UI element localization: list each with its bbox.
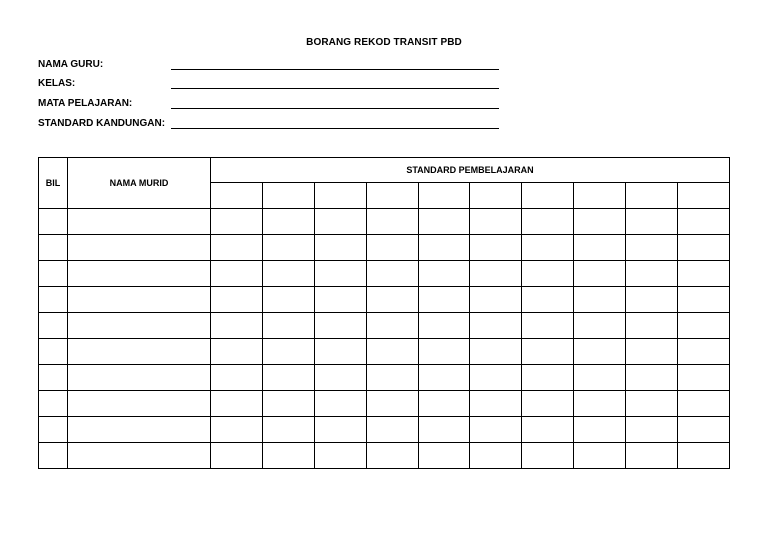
standard-cell[interactable] [314,287,366,313]
standard-cell[interactable] [211,339,263,365]
standard-cell[interactable] [262,365,314,391]
standard-cell[interactable] [678,417,730,443]
standard-cell[interactable] [470,417,522,443]
standard-header-cell[interactable] [314,183,366,209]
nama-murid-cell[interactable] [68,443,211,469]
nama-murid-cell[interactable] [68,365,211,391]
standard-cell[interactable] [366,417,418,443]
standard-cell[interactable] [574,365,626,391]
bil-cell[interactable] [39,209,68,235]
standard-cell[interactable] [418,235,470,261]
standard-cell[interactable] [678,313,730,339]
standard-header-cell[interactable] [678,183,730,209]
field-label: STANDARD KANDUNGAN: [38,118,166,129]
nama-murid-cell[interactable] [68,339,211,365]
standard-cell[interactable] [522,313,574,339]
standard-cell[interactable] [314,313,366,339]
standard-cell[interactable] [470,391,522,417]
field-kelas [38,78,508,92]
field-fill-line[interactable] [171,69,499,70]
standard-header-cell[interactable] [262,183,314,209]
standard-cell[interactable] [418,209,470,235]
standard-cell[interactable] [366,339,418,365]
standard-cell[interactable] [211,261,263,287]
standard-cell[interactable] [314,209,366,235]
field-fill-line[interactable] [171,108,499,109]
standard-cell[interactable] [211,235,263,261]
standard-cell[interactable] [211,209,263,235]
standard-cell[interactable] [626,339,678,365]
field-standard-kandungan [38,118,508,132]
standard-cell[interactable] [366,261,418,287]
standard-cell[interactable] [211,287,263,313]
standard-cell[interactable] [678,287,730,313]
standard-cell[interactable] [574,209,626,235]
standard-cell[interactable] [522,287,574,313]
standard-cell[interactable] [262,261,314,287]
standard-cell[interactable] [418,287,470,313]
field-fill-line[interactable] [171,88,499,89]
standard-cell[interactable] [470,365,522,391]
bil-cell[interactable] [39,339,68,365]
standard-cell[interactable] [678,391,730,417]
standard-header-cell[interactable] [574,183,626,209]
header-bil: BIL [39,158,68,209]
standard-header-cell[interactable] [470,183,522,209]
standard-cell[interactable] [366,391,418,417]
standard-cell[interactable] [418,365,470,391]
standard-cell[interactable] [262,313,314,339]
standard-cell[interactable] [314,417,366,443]
standard-cell[interactable] [211,313,263,339]
standard-cell[interactable] [522,417,574,443]
standard-cell[interactable] [262,235,314,261]
standard-cell[interactable] [626,287,678,313]
standard-cell[interactable] [678,339,730,365]
standard-cell[interactable] [470,261,522,287]
standard-cell[interactable] [262,391,314,417]
standard-header-cell[interactable] [211,183,263,209]
field-nama-guru [38,59,508,73]
standard-header-cell[interactable] [366,183,418,209]
standard-cell[interactable] [678,209,730,235]
standard-cell[interactable] [418,313,470,339]
table-header-row [39,158,730,183]
standard-cell[interactable] [522,261,574,287]
standard-cell[interactable] [366,209,418,235]
nama-murid-cell[interactable] [68,235,211,261]
standard-cell[interactable] [366,365,418,391]
table-row [39,209,730,235]
standard-cell[interactable] [314,443,366,469]
standard-cell[interactable] [314,365,366,391]
standard-cell[interactable] [418,443,470,469]
standard-cell[interactable] [522,443,574,469]
standard-cell[interactable] [574,339,626,365]
standard-cell[interactable] [626,443,678,469]
standard-cell[interactable] [522,235,574,261]
standard-cell[interactable] [522,339,574,365]
bil-cell[interactable] [39,235,68,261]
standard-cell[interactable] [470,287,522,313]
bil-cell[interactable] [39,365,68,391]
standard-cell[interactable] [470,209,522,235]
field-label: NAMA GURU: [38,59,104,70]
nama-murid-cell[interactable] [68,391,211,417]
bil-cell[interactable] [39,391,68,417]
header-nama-murid: NAMA MURID [68,158,211,209]
standard-cell[interactable] [366,443,418,469]
table-row [39,417,730,443]
table-row [39,443,730,469]
record-table [38,157,730,469]
nama-murid-cell[interactable] [68,417,211,443]
standard-cell[interactable] [470,235,522,261]
standard-cell[interactable] [211,443,263,469]
bil-cell[interactable] [39,287,68,313]
form-title: BORANG REKOD TRANSIT PBD [306,37,462,48]
standard-cell[interactable] [574,443,626,469]
field-label: KELAS: [38,78,76,89]
standard-cell[interactable] [366,313,418,339]
standard-cell[interactable] [314,391,366,417]
standard-cell[interactable] [574,287,626,313]
bil-cell[interactable] [39,417,68,443]
bil-cell[interactable] [39,261,68,287]
table-row [39,261,730,287]
standard-cell[interactable] [574,313,626,339]
nama-murid-cell[interactable] [68,313,211,339]
standard-cell[interactable] [574,261,626,287]
standard-cell[interactable] [314,339,366,365]
standard-cell[interactable] [262,443,314,469]
table-row [39,235,730,261]
standard-cell[interactable] [522,365,574,391]
standard-cell[interactable] [366,235,418,261]
standard-cell[interactable] [626,391,678,417]
table-row [39,391,730,417]
standard-cell[interactable] [314,235,366,261]
standard-cell[interactable] [366,287,418,313]
field-mata-pelajaran [38,98,508,112]
standard-cell[interactable] [574,235,626,261]
table-row [39,339,730,365]
standard-cell[interactable] [314,261,366,287]
table-row [39,313,730,339]
table-row [39,287,730,313]
standard-cell[interactable] [470,339,522,365]
standard-cell[interactable] [418,261,470,287]
header-standard-pembelajaran: STANDARD PEMBELAJARAN [211,158,730,183]
standard-cell[interactable] [678,443,730,469]
bil-cell[interactable] [39,313,68,339]
standard-cell[interactable] [262,339,314,365]
standard-cell[interactable] [626,313,678,339]
standard-cell[interactable] [626,417,678,443]
standard-cell[interactable] [522,209,574,235]
standard-header-cell[interactable] [626,183,678,209]
standard-cell[interactable] [470,313,522,339]
nama-murid-cell[interactable] [68,209,211,235]
standard-cell[interactable] [574,417,626,443]
nama-murid-cell[interactable] [68,261,211,287]
bil-cell[interactable] [39,443,68,469]
standard-cell[interactable] [418,417,470,443]
standard-cell[interactable] [626,365,678,391]
standard-cell[interactable] [211,365,263,391]
standard-cell[interactable] [626,261,678,287]
standard-cell[interactable] [678,235,730,261]
standard-cell[interactable] [574,391,626,417]
standard-cell[interactable] [262,209,314,235]
standard-cell[interactable] [470,443,522,469]
standard-header-cell[interactable] [522,183,574,209]
standard-cell[interactable] [626,209,678,235]
standard-cell[interactable] [678,261,730,287]
standard-cell[interactable] [262,417,314,443]
standard-cell[interactable] [522,391,574,417]
standard-cell[interactable] [626,235,678,261]
standard-cell[interactable] [211,417,263,443]
standard-cell[interactable] [418,391,470,417]
standard-cell[interactable] [678,365,730,391]
standard-cell[interactable] [418,339,470,365]
field-fill-line[interactable] [171,128,499,129]
standard-cell[interactable] [262,287,314,313]
standard-header-cell[interactable] [418,183,470,209]
table-row [39,365,730,391]
standard-cell[interactable] [211,391,263,417]
field-label: MATA PELAJARAN: [38,98,133,109]
nama-murid-cell[interactable] [68,287,211,313]
